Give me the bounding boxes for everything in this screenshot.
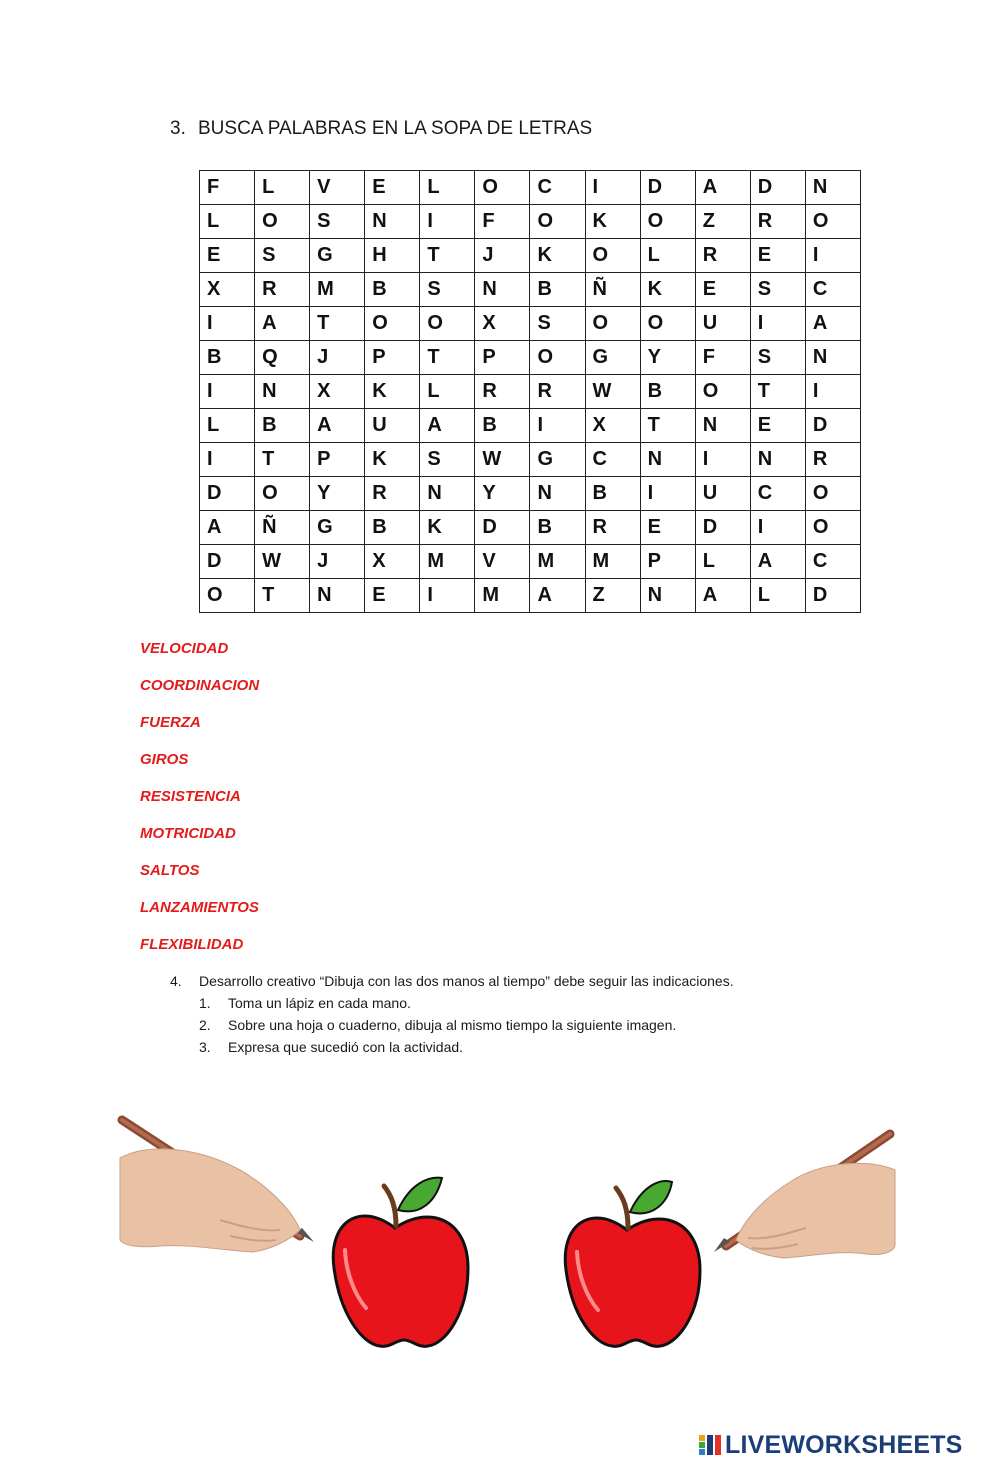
grid-cell[interactable]: O — [255, 205, 310, 239]
grid-cell[interactable]: V — [310, 171, 365, 205]
grid-cell[interactable]: B — [255, 409, 310, 443]
grid-cell[interactable]: E — [640, 511, 695, 545]
step-number: 3. — [199, 1039, 211, 1055]
grid-cell[interactable]: G — [530, 443, 585, 477]
grid-cell[interactable]: T — [255, 579, 310, 613]
grid-cell[interactable]: T — [420, 239, 475, 273]
grid-cell[interactable]: D — [200, 477, 255, 511]
grid-cell[interactable]: K — [640, 273, 695, 307]
grid-cell[interactable]: L — [420, 171, 475, 205]
grid-cell[interactable]: J — [475, 239, 530, 273]
grid-cell[interactable]: L — [640, 239, 695, 273]
grid-cell[interactable]: O — [200, 579, 255, 613]
grid-cell[interactable]: N — [255, 375, 310, 409]
grid-cell[interactable]: K — [365, 375, 420, 409]
grid-cell[interactable]: I — [200, 307, 255, 341]
grid-cell[interactable]: W — [255, 545, 310, 579]
grid-cell[interactable]: D — [640, 171, 695, 205]
grid-cell[interactable]: Y — [310, 477, 365, 511]
grid-cell[interactable]: C — [805, 273, 860, 307]
grid-cell[interactable]: O — [420, 307, 475, 341]
grid-cell[interactable]: X — [200, 273, 255, 307]
grid-cell[interactable]: O — [640, 205, 695, 239]
grid-cell[interactable]: L — [200, 409, 255, 443]
grid-cell[interactable]: Z — [585, 579, 640, 613]
grid-cell[interactable]: P — [640, 545, 695, 579]
grid-cell[interactable]: T — [640, 409, 695, 443]
grid-cell[interactable]: O — [805, 205, 860, 239]
step-number: 2. — [199, 1017, 211, 1033]
grid-cell[interactable]: T — [750, 375, 805, 409]
grid-cell[interactable]: K — [530, 239, 585, 273]
drawing-illustration — [0, 1100, 1000, 1360]
grid-cell[interactable]: N — [475, 273, 530, 307]
section-4-number: 4. — [170, 973, 182, 989]
grid-cell[interactable]: E — [750, 239, 805, 273]
grid-row — [200, 579, 861, 613]
grid-cell[interactable]: Z — [695, 205, 750, 239]
grid-cell[interactable]: X — [475, 307, 530, 341]
word-item: FUERZA — [140, 714, 201, 731]
grid-cell[interactable]: R — [750, 205, 805, 239]
grid-cell[interactable]: R — [585, 511, 640, 545]
grid-cell[interactable]: E — [365, 579, 420, 613]
grid-cell[interactable]: N — [640, 579, 695, 613]
grid-cell[interactable]: S — [750, 273, 805, 307]
grid-cell[interactable]: S — [255, 239, 310, 273]
grid-cell[interactable]: A — [695, 579, 750, 613]
grid-cell[interactable]: N — [530, 477, 585, 511]
grid-cell[interactable]: C — [750, 477, 805, 511]
grid-cell[interactable]: I — [750, 511, 805, 545]
grid-cell[interactable]: I — [695, 443, 750, 477]
section-4 — [170, 970, 734, 1058]
grid-cell[interactable]: I — [420, 205, 475, 239]
grid-cell[interactable]: L — [695, 545, 750, 579]
word-item: RESISTENCIA — [140, 788, 241, 805]
grid-cell[interactable]: F — [475, 205, 530, 239]
section-3-number: 3. — [170, 118, 186, 139]
section-4-intro-line — [170, 970, 734, 992]
grid-cell[interactable]: O — [530, 205, 585, 239]
grid-row — [200, 545, 861, 579]
grid-cell[interactable]: P — [475, 341, 530, 375]
grid-cell[interactable]: P — [365, 341, 420, 375]
grid-cell[interactable]: C — [530, 171, 585, 205]
grid-cell[interactable]: N — [640, 443, 695, 477]
word-item: SALTOS — [140, 862, 200, 879]
grid-cell[interactable]: B — [475, 409, 530, 443]
grid-cell[interactable]: B — [585, 477, 640, 511]
grid-row — [200, 341, 861, 375]
grid-cell[interactable]: I — [200, 443, 255, 477]
grid-cell[interactable]: M — [475, 579, 530, 613]
grid-row — [200, 477, 861, 511]
grid-row — [200, 171, 861, 205]
step-number: 1. — [199, 995, 211, 1011]
grid-cell[interactable]: D — [475, 511, 530, 545]
grid-cell[interactable]: R — [805, 443, 860, 477]
grid-cell[interactable]: B — [365, 511, 420, 545]
section-3-title: BUSCA PALABRAS EN LA SOPA DE LETRAS — [198, 118, 593, 139]
grid-cell[interactable]: F — [200, 171, 255, 205]
grid-cell[interactable]: G — [310, 511, 365, 545]
grid-cell[interactable]: I — [585, 171, 640, 205]
grid-cell[interactable]: V — [475, 545, 530, 579]
grid-cell[interactable]: X — [365, 545, 420, 579]
grid-cell[interactable]: O — [255, 477, 310, 511]
grid-cell[interactable]: I — [200, 375, 255, 409]
grid-cell[interactable]: S — [530, 307, 585, 341]
grid-row — [200, 443, 861, 477]
grid-cell[interactable]: E — [695, 273, 750, 307]
grid-cell[interactable]: B — [200, 341, 255, 375]
word-search-grid — [199, 170, 861, 613]
grid-cell[interactable]: S — [750, 341, 805, 375]
grid-cell[interactable]: X — [585, 409, 640, 443]
grid-cell[interactable]: O — [530, 341, 585, 375]
grid-cell[interactable]: W — [475, 443, 530, 477]
grid-cell[interactable]: I — [530, 409, 585, 443]
grid-cell[interactable]: L — [200, 205, 255, 239]
grid-row — [200, 375, 861, 409]
grid-cell[interactable]: H — [365, 239, 420, 273]
section-4-intro: Desarrollo creativo “Dibuja con las dos manos al tiempo” debe seguir las indicaciones. — [199, 973, 734, 989]
grid-cell[interactable]: N — [695, 409, 750, 443]
grid-cell[interactable]: D — [695, 511, 750, 545]
grid-cell[interactable]: R — [475, 375, 530, 409]
grid-cell[interactable]: A — [200, 511, 255, 545]
grid-cell[interactable]: B — [530, 511, 585, 545]
grid-cell[interactable]: R — [530, 375, 585, 409]
grid-cell[interactable]: G — [585, 341, 640, 375]
grid-cell[interactable]: J — [310, 341, 365, 375]
grid-cell[interactable]: U — [365, 409, 420, 443]
grid-cell[interactable]: M — [585, 545, 640, 579]
step-item — [199, 1014, 734, 1036]
step-text: Sobre una hoja o cuaderno, dibuja al mismo tiempo la siguiente imagen. — [228, 1017, 677, 1033]
grid-cell[interactable]: W — [585, 375, 640, 409]
grid-cell[interactable]: R — [695, 239, 750, 273]
grid-cell[interactable]: E — [200, 239, 255, 273]
grid-cell[interactable]: A — [805, 307, 860, 341]
grid-row — [200, 409, 861, 443]
grid-cell[interactable]: J — [310, 545, 365, 579]
grid-cell[interactable]: E — [750, 409, 805, 443]
liveworksheets-logo-icon — [698, 1433, 722, 1457]
section-3-heading — [170, 118, 592, 140]
word-item: LANZAMIENTOS — [140, 899, 259, 916]
grid-cell[interactable]: C — [585, 443, 640, 477]
grid-cell[interactable]: M — [530, 545, 585, 579]
grid-cell[interactable]: N — [365, 205, 420, 239]
grid-cell[interactable]: I — [640, 477, 695, 511]
grid-cell[interactable]: Q — [255, 341, 310, 375]
grid-cell[interactable]: A — [420, 409, 475, 443]
grid-cell[interactable]: O — [585, 307, 640, 341]
grid-cell[interactable]: O — [640, 307, 695, 341]
grid-cell[interactable]: R — [255, 273, 310, 307]
grid-cell[interactable]: L — [420, 375, 475, 409]
step-text: Expresa que sucedió con la actividad. — [228, 1039, 464, 1055]
grid-cell[interactable]: G — [310, 239, 365, 273]
liveworksheets-brand — [698, 1428, 963, 1462]
grid-cell[interactable]: K — [365, 443, 420, 477]
left-hand-pencil-icon — [120, 1120, 314, 1252]
grid-cell[interactable]: N — [750, 443, 805, 477]
grid-cell[interactable]: O — [585, 239, 640, 273]
grid-cell[interactable]: A — [255, 307, 310, 341]
grid-cell[interactable]: N — [310, 579, 365, 613]
grid-cell[interactable]: F — [695, 341, 750, 375]
grid-cell[interactable]: P — [310, 443, 365, 477]
grid-cell[interactable]: U — [695, 307, 750, 341]
step-item — [199, 1036, 734, 1058]
grid-cell[interactable]: O — [805, 477, 860, 511]
grid-cell[interactable]: N — [805, 171, 860, 205]
grid-cell[interactable]: M — [310, 273, 365, 307]
grid-cell[interactable]: D — [750, 171, 805, 205]
word-item: COORDINACION — [140, 677, 260, 694]
grid-cell[interactable]: A — [310, 409, 365, 443]
grid-cell[interactable]: O — [365, 307, 420, 341]
grid-cell[interactable]: K — [420, 511, 475, 545]
grid-cell[interactable]: N — [805, 341, 860, 375]
grid-cell[interactable]: S — [420, 443, 475, 477]
grid-cell[interactable]: A — [695, 171, 750, 205]
word-item: MOTRICIDAD — [140, 825, 236, 842]
grid-row — [200, 307, 861, 341]
grid-cell[interactable]: S — [420, 273, 475, 307]
brand-name: LIVEWORKSHEETS — [725, 1430, 963, 1459]
grid-cell[interactable]: E — [365, 171, 420, 205]
grid-cell[interactable]: Y — [640, 341, 695, 375]
grid-row — [200, 205, 861, 239]
grid-cell[interactable]: I — [420, 579, 475, 613]
grid-cell[interactable]: N — [420, 477, 475, 511]
grid-cell[interactable]: A — [530, 579, 585, 613]
grid-cell[interactable]: I — [750, 307, 805, 341]
grid-cell[interactable]: C — [805, 545, 860, 579]
word-list — [140, 638, 259, 971]
grid-cell[interactable]: A — [750, 545, 805, 579]
grid-row — [200, 239, 861, 273]
grid-cell[interactable]: O — [475, 171, 530, 205]
left-apple-icon — [333, 1178, 468, 1347]
step-text: Toma un lápiz en cada mano. — [228, 995, 411, 1011]
grid-cell[interactable]: T — [420, 341, 475, 375]
grid-row — [200, 511, 861, 545]
grid-cell[interactable]: D — [200, 545, 255, 579]
grid-cell[interactable]: Ñ — [585, 273, 640, 307]
grid-cell[interactable]: K — [585, 205, 640, 239]
grid-cell[interactable]: B — [640, 375, 695, 409]
grid-cell[interactable]: M — [420, 545, 475, 579]
word-item: VELOCIDAD — [140, 640, 229, 657]
right-hand-pencil-icon — [714, 1134, 895, 1258]
grid-cell[interactable]: B — [530, 273, 585, 307]
grid-cell[interactable]: D — [805, 409, 860, 443]
grid-cell[interactable]: S — [310, 205, 365, 239]
grid-cell[interactable]: I — [805, 375, 860, 409]
grid-cell[interactable]: O — [805, 511, 860, 545]
step-item — [199, 992, 734, 1014]
grid-cell[interactable]: B — [365, 273, 420, 307]
grid-cell[interactable]: Y — [475, 477, 530, 511]
grid-cell[interactable]: U — [695, 477, 750, 511]
grid-cell[interactable]: O — [695, 375, 750, 409]
word-item: FLEXIBILIDAD — [140, 936, 244, 953]
word-item: GIROS — [140, 751, 189, 768]
right-apple-icon — [565, 1181, 700, 1346]
grid-cell[interactable]: L — [255, 171, 310, 205]
grid-cell[interactable]: Ñ — [255, 511, 310, 545]
grid-row — [200, 273, 861, 307]
grid-cell[interactable]: T — [255, 443, 310, 477]
grid-cell[interactable]: X — [310, 375, 365, 409]
grid-cell[interactable]: L — [750, 579, 805, 613]
grid-cell[interactable]: D — [805, 579, 860, 613]
grid-cell[interactable]: R — [365, 477, 420, 511]
grid-cell[interactable]: T — [310, 307, 365, 341]
grid-cell[interactable]: I — [805, 239, 860, 273]
